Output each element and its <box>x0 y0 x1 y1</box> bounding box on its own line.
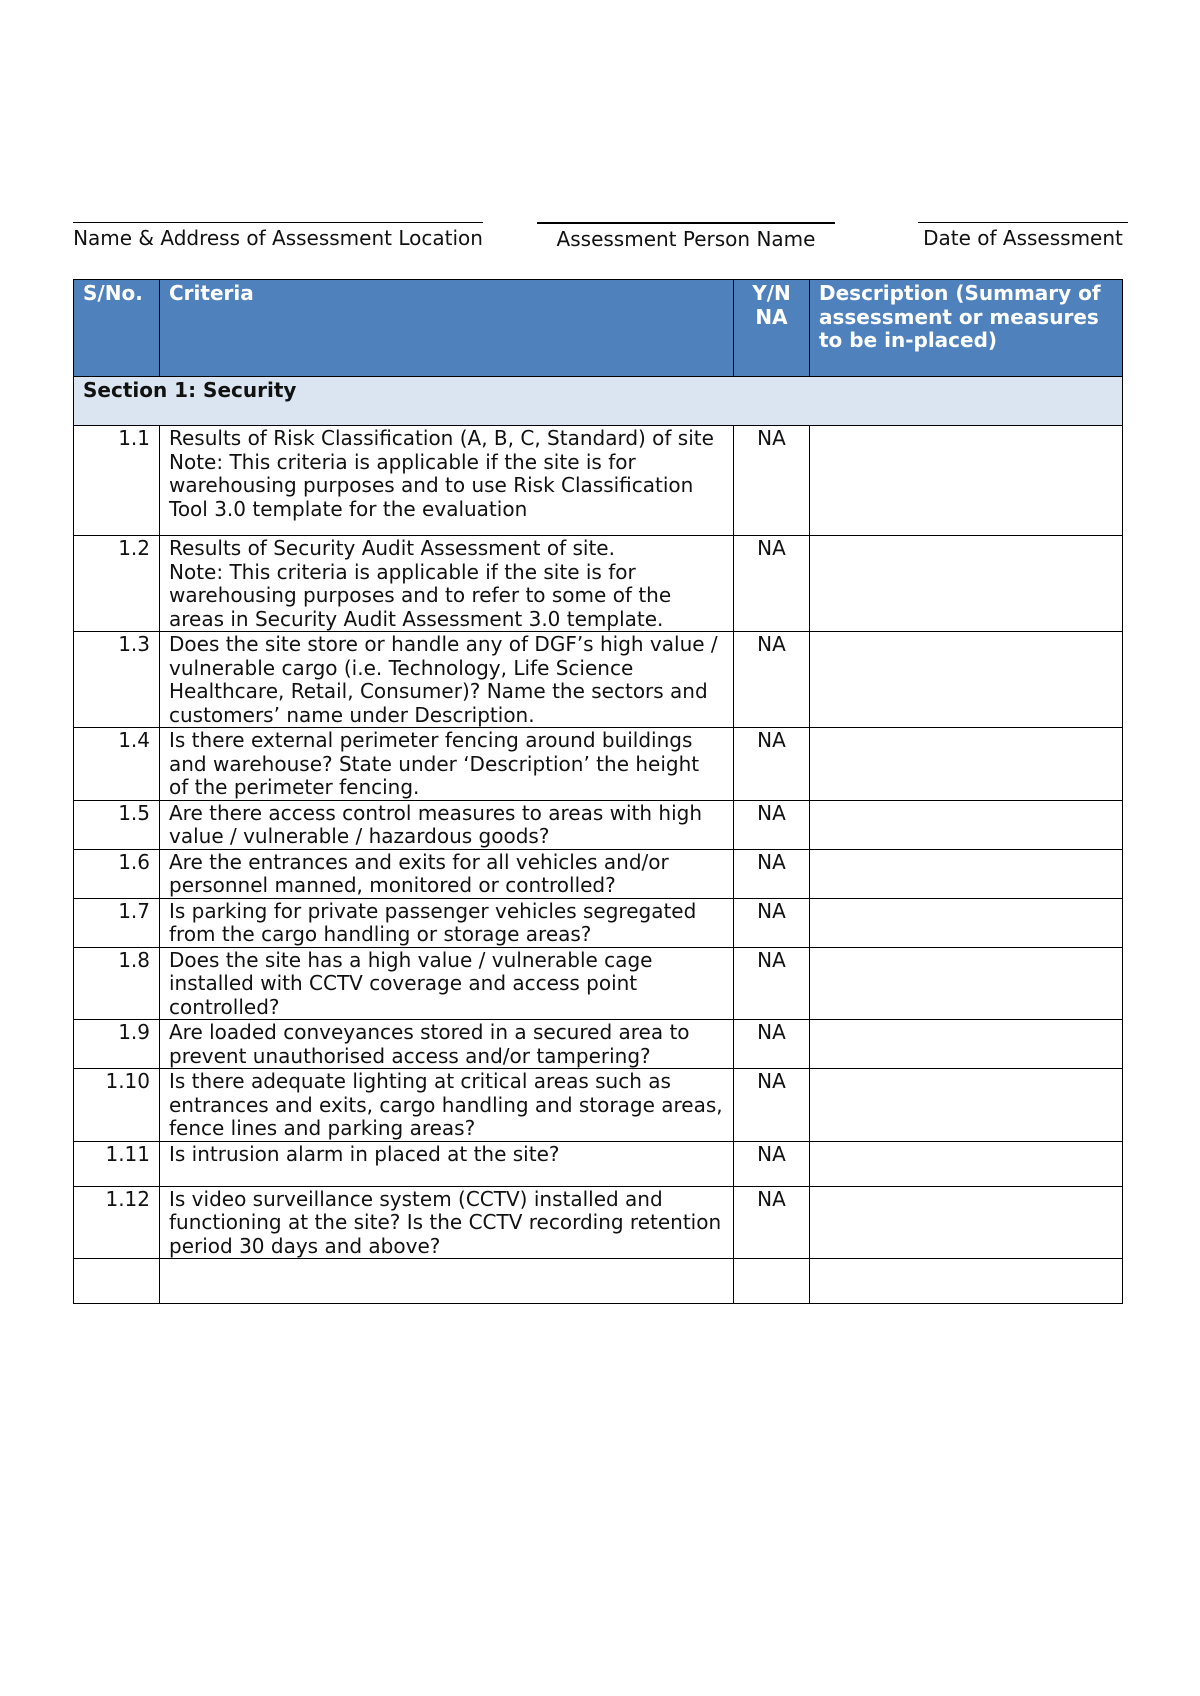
row-yn[interactable]: NA <box>734 849 810 898</box>
row-criteria: Is there adequate lighting at critical areas such as entrances and exits, cargo handling and storage areas, fence lines and parking areas? <box>160 1069 734 1142</box>
row-description[interactable] <box>810 632 1123 728</box>
table-row <box>74 632 1123 728</box>
row-yn[interactable]: NA <box>734 426 810 536</box>
row-description[interactable] <box>810 800 1123 849</box>
row-description[interactable] <box>810 1186 1123 1259</box>
row-criteria: Results of Security Audit Assessment of site. Note: This criteria is applicable if the site is for warehousing purposes and to refer to some of the areas in Security Audit Assessment 3.0 template. <box>160 536 734 632</box>
date-label: Date of Assessment <box>923 226 1123 250</box>
row-criteria: Results of Risk Classification (A, B, C, Standard) of site Note: This criteria is applicable if the site is for warehousing purposes and to use Risk Classification Tool 3.0 template for the evaluation <box>160 426 734 536</box>
row-criteria: Are the entrances and exits for all vehicles and/or personnel manned, monitored or controlled? <box>160 849 734 898</box>
row-sno: 1.11 <box>74 1141 160 1186</box>
row-description[interactable] <box>810 1020 1123 1069</box>
header-criteria: Criteria <box>160 280 734 377</box>
table-row <box>74 849 1123 898</box>
table-row <box>74 1186 1123 1259</box>
table-row <box>74 1259 1123 1304</box>
row-description[interactable] <box>810 947 1123 1020</box>
section-row <box>74 377 1123 426</box>
row-description[interactable] <box>810 1141 1123 1186</box>
row-criteria: Are loaded conveyances stored in a secured area to prevent unauthorised access and/or tampering? <box>160 1020 734 1069</box>
row-yn[interactable] <box>734 1259 810 1304</box>
row-description[interactable] <box>810 849 1123 898</box>
row-sno <box>74 1259 160 1304</box>
row-description[interactable] <box>810 426 1123 536</box>
location-signature-block <box>73 222 483 251</box>
row-yn[interactable]: NA <box>734 1141 810 1186</box>
row-criteria: Does the site store or handle any of DGF’s high value / vulnerable cargo (i.e. Technology, Life Science Healthcare, Retail, Consumer)? Name the sectors and customers’ name under Description. <box>160 632 734 728</box>
row-sno: 1.12 <box>74 1186 160 1259</box>
row-sno: 1.10 <box>74 1069 160 1142</box>
row-yn[interactable]: NA <box>734 728 810 801</box>
row-yn[interactable]: NA <box>734 1186 810 1259</box>
table-row <box>74 426 1123 536</box>
row-sno: 1.3 <box>74 632 160 728</box>
row-yn[interactable]: NA <box>734 1069 810 1142</box>
assessment-table <box>73 279 1123 1304</box>
row-description[interactable] <box>810 898 1123 947</box>
person-label: Assessment Person Name <box>556 227 816 251</box>
table-row <box>74 800 1123 849</box>
table-row <box>74 1141 1123 1186</box>
date-signature-line <box>918 222 1128 223</box>
date-signature-block <box>918 222 1128 251</box>
header-yn: Y/N NA <box>734 280 810 377</box>
header-row <box>74 280 1123 377</box>
row-description[interactable] <box>810 1259 1123 1304</box>
row-sno: 1.5 <box>74 800 160 849</box>
table-row <box>74 898 1123 947</box>
table-row <box>74 1020 1123 1069</box>
header-description: Description (Summary of assessment or measures to be in-placed) <box>810 280 1123 377</box>
row-criteria: Is there external perimeter fencing around buildings and warehouse? State under ‘Description’ the height of the perimeter fencing. <box>160 728 734 801</box>
row-description[interactable] <box>810 728 1123 801</box>
row-yn[interactable]: NA <box>734 898 810 947</box>
row-sno: 1.6 <box>74 849 160 898</box>
person-signature-line <box>537 222 835 224</box>
row-sno: 1.9 <box>74 1020 160 1069</box>
table-row <box>74 1069 1123 1142</box>
row-sno: 1.8 <box>74 947 160 1020</box>
row-sno: 1.7 <box>74 898 160 947</box>
row-sno: 1.2 <box>74 536 160 632</box>
row-yn[interactable]: NA <box>734 800 810 849</box>
section-title: Section 1: Security <box>74 377 1123 426</box>
row-yn[interactable]: NA <box>734 947 810 1020</box>
location-label: Name & Address of Assessment Location <box>73 226 483 250</box>
header-sno: S/No. <box>74 280 160 377</box>
row-description[interactable] <box>810 1069 1123 1142</box>
row-criteria: Is intrusion alarm in placed at the site? <box>160 1141 734 1186</box>
row-criteria: Is video surveillance system (CCTV) installed and functioning at the site? Is the CCTV recording retention period 30 days and above? <box>160 1186 734 1259</box>
row-sno: 1.4 <box>74 728 160 801</box>
row-yn[interactable]: NA <box>734 632 810 728</box>
table-row <box>74 536 1123 632</box>
table-row <box>74 947 1123 1020</box>
row-yn[interactable]: NA <box>734 1020 810 1069</box>
location-signature-line <box>73 222 483 223</box>
row-description[interactable] <box>810 536 1123 632</box>
row-yn[interactable]: NA <box>734 536 810 632</box>
row-criteria <box>160 1259 734 1304</box>
table-row <box>74 728 1123 801</box>
row-criteria: Are there access control measures to areas with high value / vulnerable / hazardous goods? <box>160 800 734 849</box>
person-signature-block <box>537 222 835 252</box>
row-sno: 1.1 <box>74 426 160 536</box>
row-criteria: Does the site has a high value / vulnerable cage installed with CCTV coverage and access point controlled? <box>160 947 734 1020</box>
row-criteria: Is parking for private passenger vehicles segregated from the cargo handling or storage areas? <box>160 898 734 947</box>
